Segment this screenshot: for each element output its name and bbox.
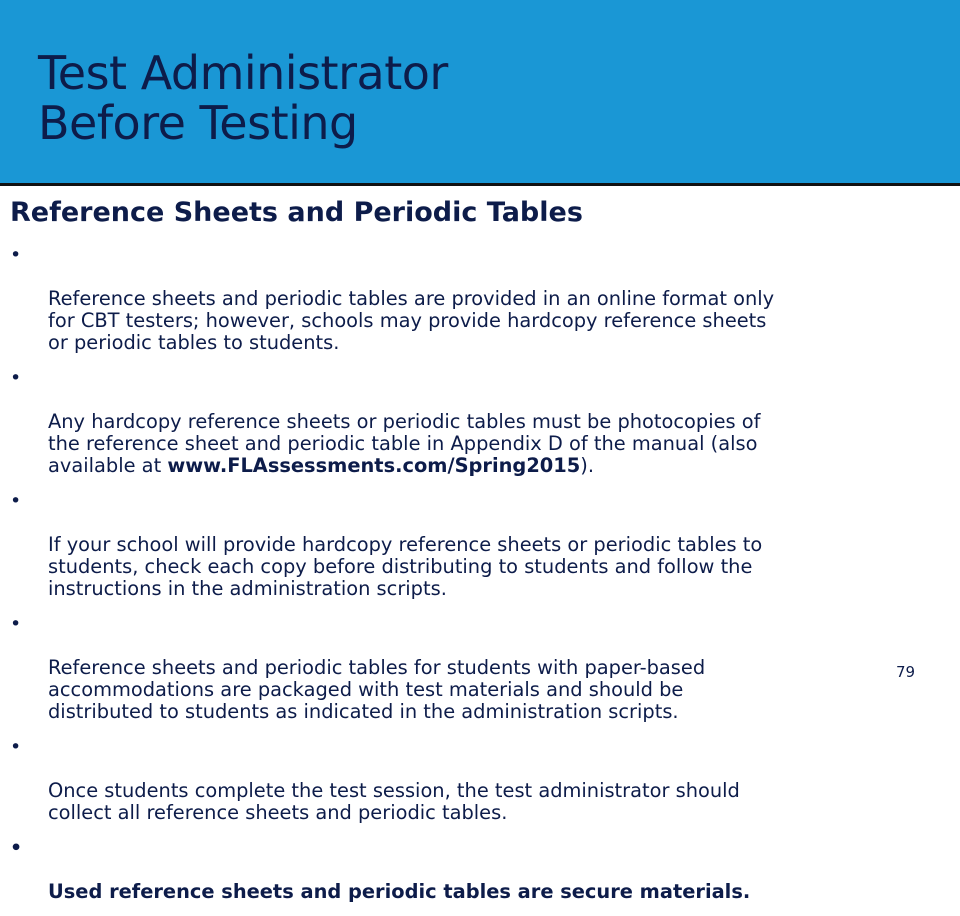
- bullet-icon: •: [10, 490, 22, 512]
- page-number: 79: [896, 663, 916, 681]
- bullet-icon: •: [10, 367, 22, 389]
- bullet-text: If your school will provide hardcopy reference sheets or periodic tables to students, check each copy before distributing to students and follow the instructions in the administration scripts.: [48, 533, 763, 600]
- assessment-url-link[interactable]: www.FLAssessments.com/Spring2015: [167, 454, 581, 477]
- bullet-item: [10, 613, 930, 723]
- bullet-text: Once students complete the test session, the test administrator should collect all reference sheets and periodic tables.: [48, 779, 740, 824]
- bullet-text: Used reference sheets and periodic tables are secure materials.: [48, 880, 751, 903]
- title-line-1: Test Administrator: [38, 46, 448, 100]
- bullet-item: [10, 490, 930, 600]
- bullet-item: [10, 244, 930, 354]
- section-heading: Reference Sheets and Periodic Tables: [10, 197, 583, 228]
- bullet-item-secure-materials: [10, 837, 930, 903]
- bullet-icon: •: [10, 837, 23, 859]
- header-banner: [0, 0, 960, 183]
- title-line-2: Before Testing: [38, 96, 358, 150]
- bullet-text: Reference sheets and periodic tables for students with paper-based accommodations are packaged with test materials and should be distributed to students as indicated in the administration scripts.: [48, 656, 706, 723]
- bullet-item: [10, 367, 930, 477]
- header-divider: [0, 183, 960, 186]
- bullet-text: Reference sheets and periodic tables are provided in an online format only for CBT testers; however, schools may provide hardcopy reference sheets or periodic tables to students.: [48, 287, 775, 354]
- page-title: [38, 48, 448, 148]
- bullet-icon: •: [10, 613, 22, 635]
- bullet-icon: •: [10, 736, 22, 758]
- bullet-list: [10, 244, 930, 916]
- bullet-text: Any hardcopy reference sheets or periodic tables must be photocopies of the reference sheet and periodic table in Appendix D of the manual (also available at: [48, 410, 761, 477]
- bullet-icon: •: [10, 244, 22, 266]
- bullet-text-end: ).: [580, 454, 595, 477]
- bullet-item: [10, 736, 930, 824]
